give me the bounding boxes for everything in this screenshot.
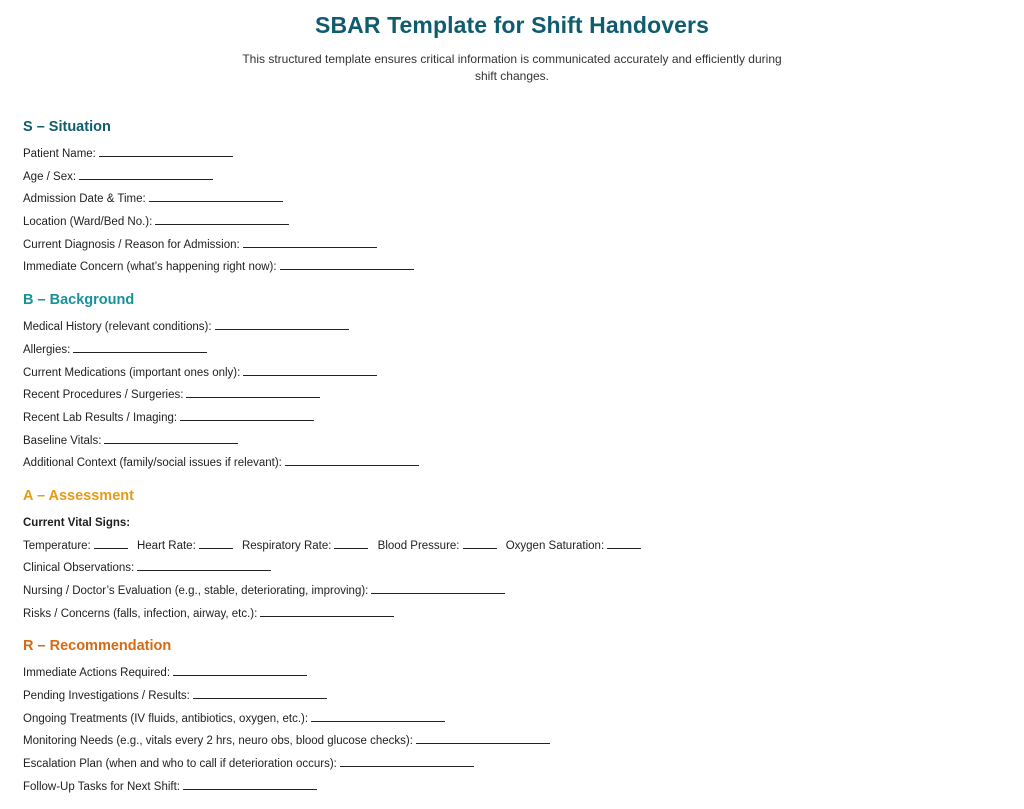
heart-rate-blank[interactable] — [199, 538, 233, 549]
allergies-blank[interactable] — [73, 342, 207, 353]
field-label: Age / Sex: — [23, 170, 77, 183]
clinical-observations-blank[interactable] — [137, 560, 271, 571]
evaluation-field — [23, 580, 983, 603]
admission-date-blank[interactable] — [149, 191, 283, 202]
background-heading: B – Background — [23, 292, 135, 309]
ongoing-treatments-field — [23, 708, 983, 731]
risks-concerns-blank[interactable] — [260, 606, 394, 617]
field-label: Immediate Actions Required: — [23, 667, 171, 680]
age-sex-blank[interactable] — [79, 169, 213, 180]
field-label: Allergies: — [23, 343, 71, 356]
patient-name-field — [23, 143, 983, 166]
ongoing-treatments-blank[interactable] — [311, 711, 445, 722]
field-label: Risks / Concerns (falls, infection, airway, etc.): — [23, 607, 258, 620]
field-label: Ongoing Treatments (IV fluids, antibiotics, oxygen, etc.): — [23, 712, 309, 725]
field-label: Pending Investigations / Results: — [23, 690, 190, 703]
field-label: Nursing / Doctor’s Evaluation (e.g., stable, deteriorating, improving): — [23, 585, 369, 597]
field-label: Location (Ward/Bed No.): — [23, 216, 153, 229]
age-sex-field — [23, 166, 983, 189]
field-label: Patient Name: — [23, 148, 96, 160]
blood-pressure-blank[interactable] — [463, 538, 497, 549]
oxygen-saturation-blank[interactable] — [607, 538, 641, 549]
recommendation-section — [23, 637, 983, 798]
baseline-vitals-blank[interactable] — [104, 433, 238, 444]
immediate-concern-field — [23, 256, 983, 279]
background-section — [23, 291, 983, 475]
recommendation-heading: R – Recommendation — [23, 638, 172, 655]
blood-pressure-label: Blood Pressure: — [377, 539, 460, 552]
diagnosis-blank[interactable] — [243, 237, 377, 248]
current-medications-blank[interactable] — [243, 365, 377, 376]
medical-history-field — [23, 316, 983, 339]
current-medications-field — [23, 362, 983, 385]
temperature-label: Temperature: — [23, 539, 91, 552]
field-label: Follow-Up Tasks for Next Shift: — [23, 780, 181, 793]
immediate-concern-blank[interactable] — [280, 259, 414, 270]
follow-up-tasks-field — [23, 776, 983, 799]
page-title: SBAR Template for Shift Handovers — [315, 12, 709, 38]
field-label: Additional Context (family/social issues if relevant): — [23, 457, 282, 470]
field-label: Escalation Plan (when and who to call if deterioration occurs): — [23, 758, 337, 771]
field-label: Current Medications (important ones only): — [23, 366, 241, 379]
oxygen-saturation-label: Oxygen Saturation: — [505, 539, 605, 552]
admission-date-field — [23, 188, 983, 211]
pending-investigations-field — [23, 685, 983, 708]
pending-investigations-blank[interactable] — [193, 688, 327, 699]
baseline-vitals-field — [23, 430, 983, 453]
heart-rate-label: Heart Rate: — [136, 539, 196, 552]
field-label: Recent Lab Results / Imaging: — [23, 411, 178, 424]
assessment-section — [23, 487, 983, 625]
recent-procedures-blank[interactable] — [186, 387, 320, 398]
respiratory-rate-blank[interactable] — [334, 538, 368, 549]
field-label: Clinical Observations: — [23, 562, 135, 575]
location-field — [23, 211, 983, 234]
page-subtitle: This structured template ensures critical information is communicated accurately and efficiently during shift changes. — [242, 52, 782, 83]
follow-up-tasks-blank[interactable] — [183, 779, 317, 790]
field-label: Baseline Vitals: — [23, 434, 102, 447]
recent-lab-results-field — [23, 407, 983, 430]
sbar-form — [23, 118, 983, 799]
evaluation-blank[interactable] — [371, 583, 505, 594]
diagnosis-field — [23, 234, 983, 257]
field-label: Current Diagnosis / Reason for Admission: — [23, 238, 240, 251]
field-label: Monitoring Needs (e.g., vitals every 2 hrs, neuro obs, blood glucose checks): — [23, 735, 413, 748]
vital-signs-row — [23, 535, 983, 558]
recent-lab-results-blank[interactable] — [180, 410, 314, 421]
recent-procedures-field — [23, 384, 983, 407]
allergies-field — [23, 339, 983, 362]
escalation-plan-blank[interactable] — [340, 756, 474, 767]
monitoring-needs-blank[interactable] — [416, 733, 550, 744]
situation-heading: S – Situation — [23, 119, 111, 135]
field-label: Immediate Concern (what’s happening right now): — [23, 261, 277, 274]
assessment-heading: A – Assessment — [23, 487, 134, 504]
patient-name-blank[interactable] — [99, 146, 233, 157]
medical-history-blank[interactable] — [215, 319, 349, 330]
additional-context-field — [23, 452, 983, 475]
clinical-observations-field — [23, 557, 983, 580]
immediate-actions-blank[interactable] — [173, 665, 307, 676]
vital-signs-subheading: Current Vital Signs: — [23, 516, 131, 529]
immediate-actions-field — [23, 662, 983, 685]
situation-section — [23, 118, 983, 279]
location-blank[interactable] — [155, 214, 289, 225]
field-label: Recent Procedures / Surgeries: — [23, 389, 184, 402]
temperature-blank[interactable] — [94, 538, 128, 549]
field-label: Admission Date & Time: — [23, 193, 146, 206]
monitoring-needs-field — [23, 730, 983, 753]
additional-context-blank[interactable] — [285, 455, 419, 466]
field-label: Medical History (relevant conditions): — [23, 321, 212, 334]
respiratory-rate-label: Respiratory Rate: — [241, 539, 332, 552]
escalation-plan-field — [23, 753, 983, 776]
risks-concerns-field — [23, 603, 983, 626]
